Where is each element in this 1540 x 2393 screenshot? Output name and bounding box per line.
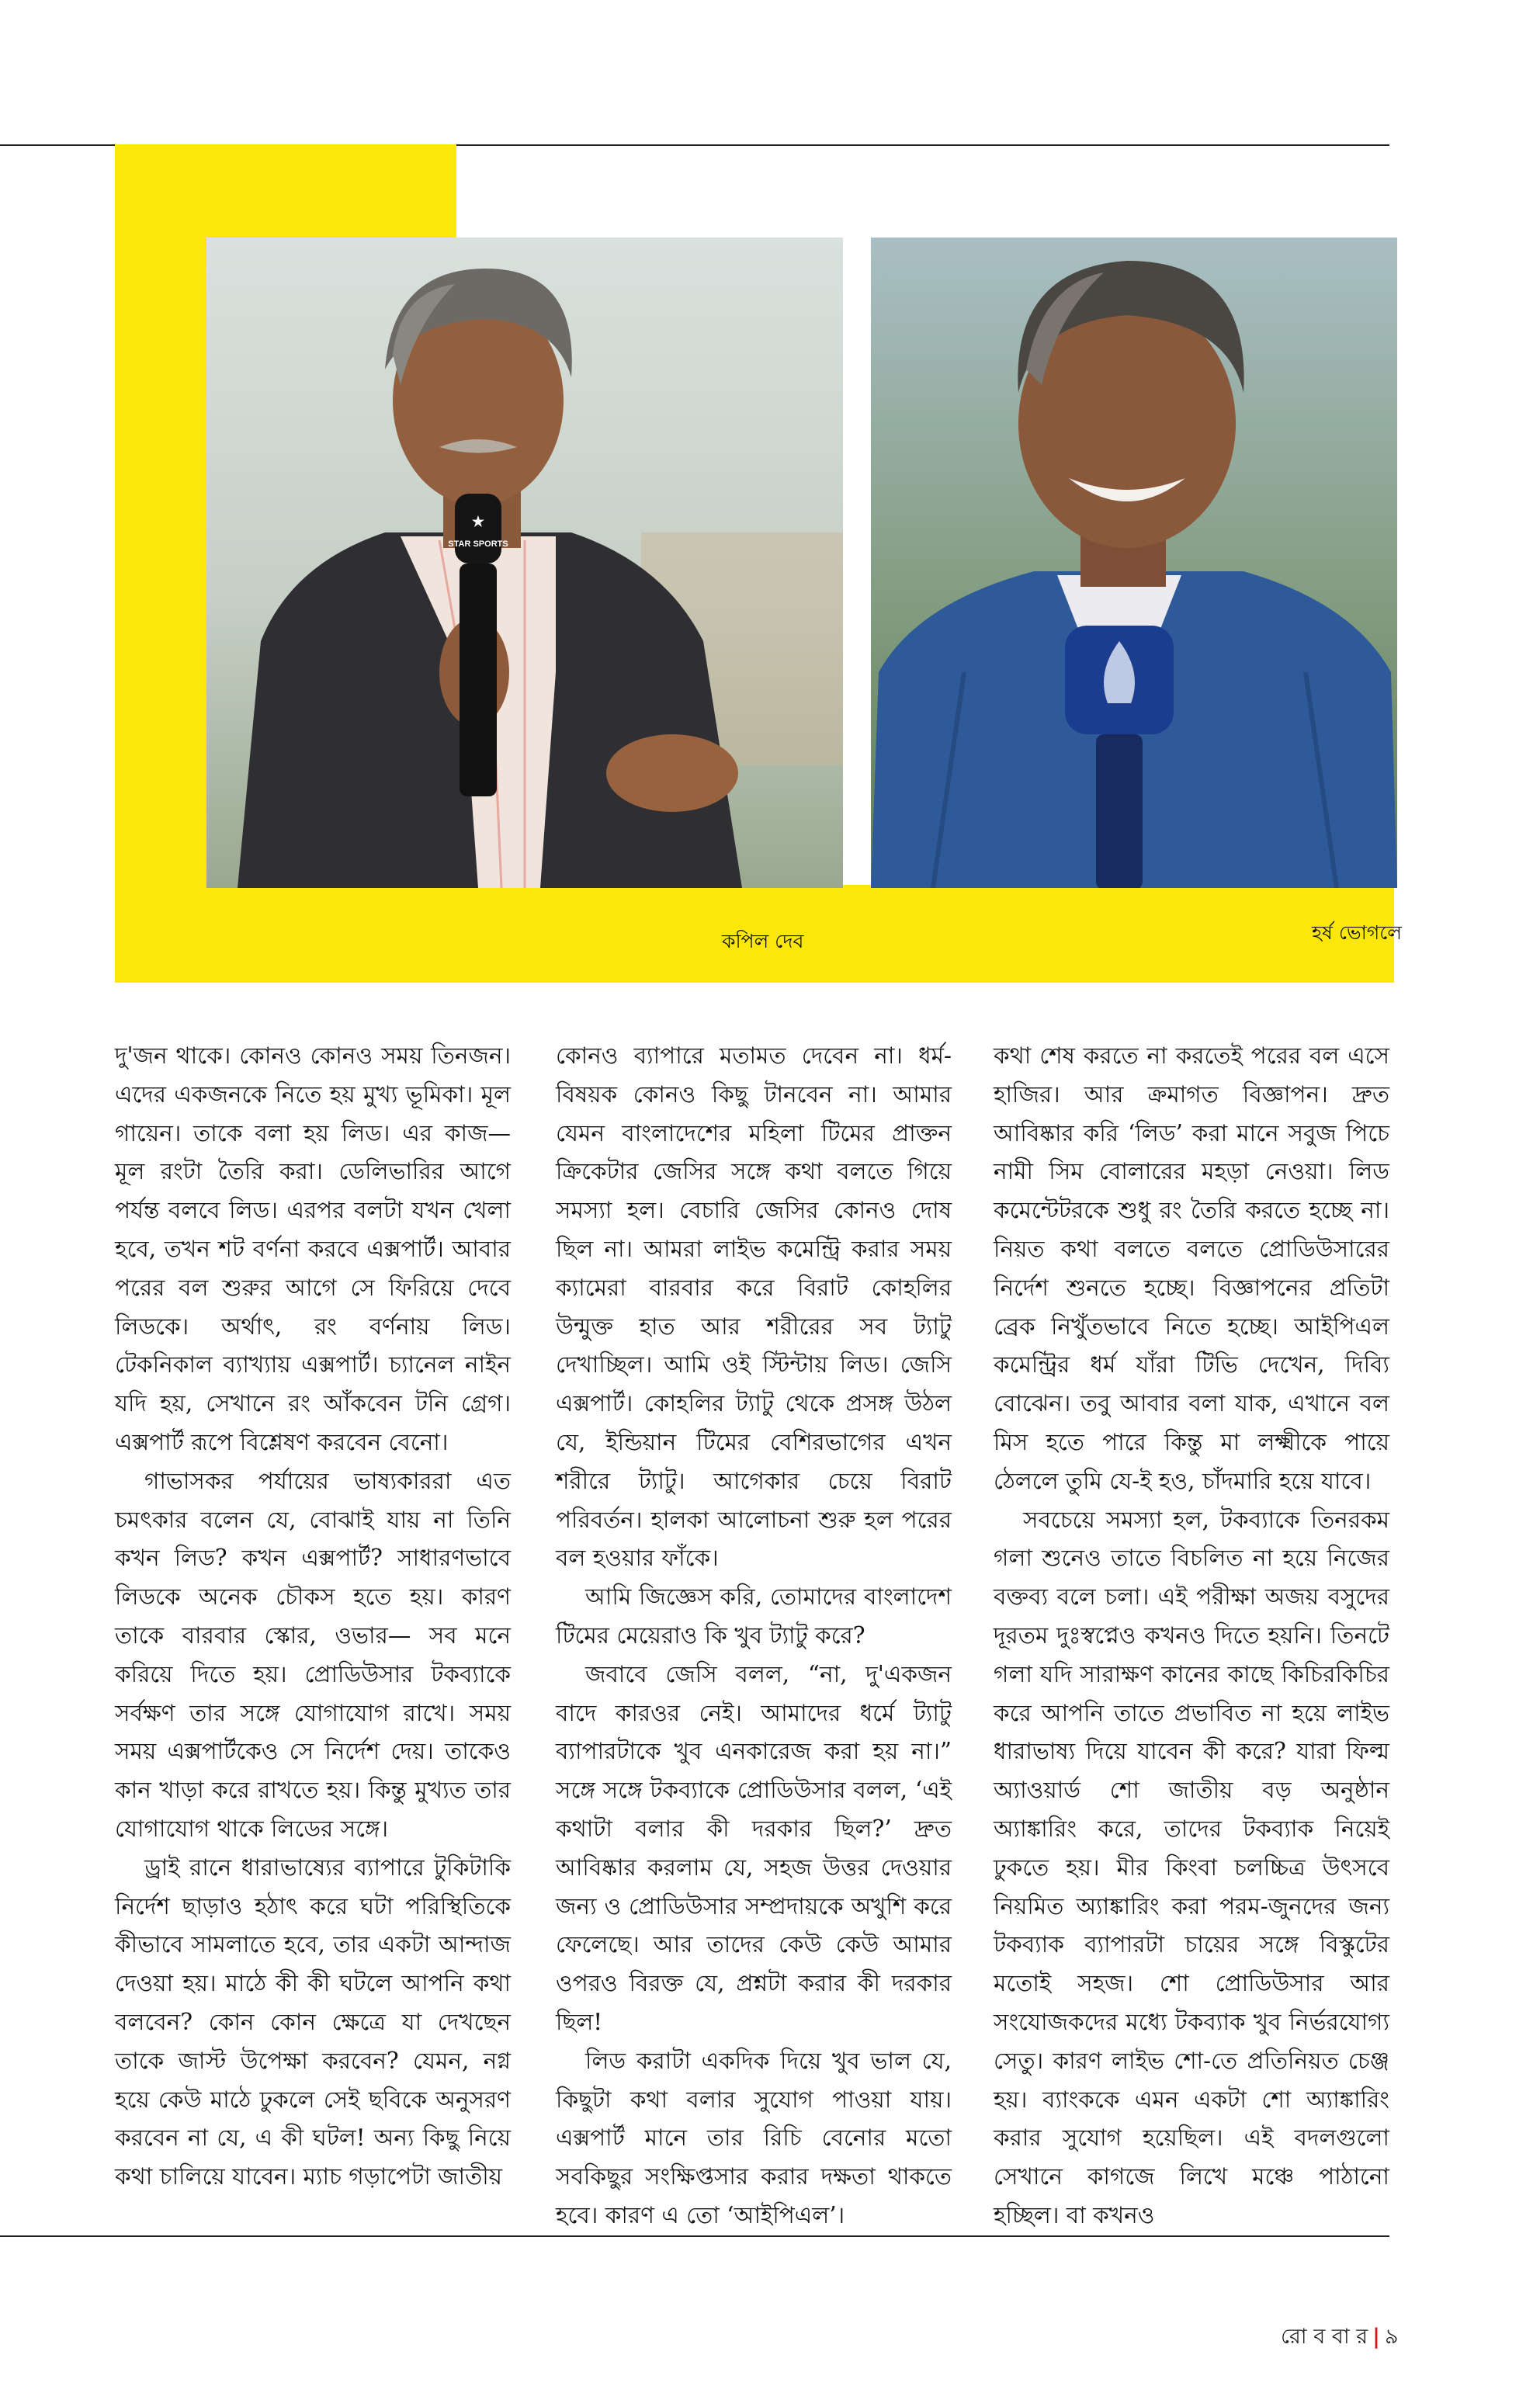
article-column-1	[115, 1037, 511, 2197]
paragraph: লিড করাটা একদিক দিয়ে খুব ভাল যে, কিছুটা কথা বলার সুযোগ পাওয়া যায়। এক্সপার্ট মানে তার রিচি বেনোর মতো সবকিছুর সংক্ষিপ্তসার করার দক্ষতা থাকতে হবে। কারণ এ তো ‘আইপিএল’।	[556, 2047, 952, 2228]
yellow-frame-left	[115, 144, 206, 983]
paragraph: গাভাসকর পর্যায়ের ভাষ্যকাররা এত চমৎকার বলেন যে, বোঝাই যায় না তিনি কখন লিড? কখন এক্সপার্ট? সাধারণভাবে লিডকে অনেক চৌকস হতে হয়। কারণ তাকে বারবার স্কোর, ওভার— সব মনে করিয়ে দিতে হয়। প্রোডিউসার টকব্যাকে সর্বক্ষণ তার সঙ্গে যোগাযোগ রাখে। সময় সময় এক্সপার্টকেও সে নির্দেশ দেয়। তাকেও কান খাড়া করে রাখতে হয়। কিন্তু মুখ্যত তার যোগাযোগ থাকে লিডের সঙ্গে।	[115, 1467, 511, 1842]
mic-logo-text: STAR SPORTS	[448, 539, 508, 549]
paragraph: ড্রাই রানে ধারাভাষ্যের ব্যাপারে টুকিটাকি নির্দেশ ছাড়াও হঠাৎ করে ঘটা পরিস্থিতিকে কীভাবে সামলাতে হবে, তার একটা আন্দাজ দেওয়া হয়। মাঠে কী কী ঘটলে আপনি কথা বলবেন? কোন কোন ক্ষেত্রে যা দেখছেন তাকে জাস্ট উপেক্ষা করবেন? যেমন, নগ্ন হয়ে কেউ মাঠে ঢুকলে সেই ছবিকে অনুসরণ করবেন না যে, এ কী ঘটল! অন্য কিছু নিয়ে কথা চালিয়ে যাবেন। ম্যাচ গড়াপেটা জাতীয়	[115, 1854, 511, 2190]
paragraph: আমি জিজ্ঞেস করি, তোমাদের বাংলাদেশ টিমের মেয়েরাও কি খুব ট্যাটু করে?	[556, 1583, 952, 1649]
paragraph: সবচেয়ে সমস্যা হল, টকব্যাকে তিনরকম গলা শুনেও তাতে বিচলিত না হয়ে নিজের বক্তব্য বলে চলা। এই পরীক্ষা অজয় বসুদের দূরতম দুঃস্বপ্নেও কখনও দিতে হয়নি। তিনটে গলা যদি সারাক্ষণ কানের কাছে কিচিরকিচির করে আপনি তাতে প্রভাবিত না হয়ে লাইভ ধারাভাষ্য দিয়ে যাবেন কী করে? যারা ফিল্ম অ্যাওয়ার্ড শো জাতীয় বড় অনুষ্ঠান অ্যাঙ্কারিং করে, তাদের টকব্যাক নিয়েই ঢুকতে হয়। মীর কিংবা চলচ্চিত্র উৎসবে নিয়মিত অ্যাঙ্কারিং করা পরম-জুনদের জন্য টকব্যাক ব্যাপারটা চায়ের সঙ্গে বিস্কুটের মতোই সহজ। শো প্রোডিউসার আর সংযোজকদের মধ্যে টকব্যাক খুব নির্ভরযোগ্য সেতু। কারণ লাইভ শো-তে প্রতিনিয়ত চেঞ্জ হয়। ব্যাংককে এমন একটা শো অ্যাঙ্কারিং করার সুযোগ হয়েছিল। এই বদলগুলো সেখানে কাগজে লিখে মঞ্চে পাঠানো হচ্ছিল। বা কখনও	[994, 1506, 1389, 2228]
svg-text:★: ★	[471, 514, 485, 529]
bottom-rule	[0, 2235, 1389, 2237]
folio-separator: |	[1372, 2325, 1380, 2349]
kapil-dev-photo	[206, 238, 843, 888]
paragraph: কোনও ব্যাপারে মতামত দেবেন না। ধর্ম-বিষয়ক কোনও কিছু টানবেন না। আমার যেমন বাংলাদেশের মহিলা টিমের প্রাক্তন ক্রিকেটার জেসির সঙ্গে কথা বলতে গিয়ে সমস্যা হল। বেচারি জেসির কোনও দোষ ছিল না। আমরা লাইভ কমেন্ট্রি করার সময় ক্যামেরা বারবার করে বিরাট কোহলির উন্মুক্ত হাত আর শরীরের সব ট্যাটু দেখাচ্ছিল। আমি ওই স্টিন্টায় লিড। জেসি এক্সপার্ট। কোহলির ট্যাটু থেকে প্রসঙ্গ উঠল যে, ইন্ডিয়ান টিমের বেশিরভাগের এখন শরীরে ট্যাটু। আগেকার চেয়ে বিরাট পরিবর্তন। হালকা আলোচনা শুরু হল পরের বল হওয়ার ফাঁকে।	[556, 1042, 952, 1572]
page-number: ৯	[1384, 2325, 1399, 2349]
paragraph: দু'জন থাকে। কোনও কোনও সময় তিনজন। এদের একজনকে নিতে হয় মুখ্য ভূমিকা। মূল গায়েন। তাকে বলা হয় লিড। এর কাজ— মূল রংটা তৈরি করা। ডেলিভারির আগে পর্যন্ত বলবে লিড। এরপর বলটা যখন খেলা হবে, তখন শট বর্ণনা করবে এক্সপার্ট। আবার পরের বল শুরুর আগে সে ফিরিয়ে দেবে লিডকে। অর্থাৎ, রং বর্ণনায় লিড। টেকনিকাল ব্যাখ্যায় এক্সপার্ট। চ্যানেল নাইন যদি হয়, সেখানে রং আঁকবেন টনি গ্রেগ। এক্সপার্ট রূপে বিশ্লেষণ করবেন বেনো।	[115, 1042, 511, 1455]
article-column-2	[556, 1037, 952, 2235]
publication-name: রো ব বা র	[1281, 2325, 1368, 2349]
kapil-dev-caption: কপিল দেব	[722, 930, 804, 952]
harsha-bhogle-photo	[871, 238, 1397, 888]
paragraph: কথা শেষ করতে না করতেই পরের বল এসে হাজির। আর ক্রমাগত বিজ্ঞাপন। দ্রুত আবিষ্কার করি ‘লিড’ করা মানে সবুজ পিচে নামী সিম বোলারের মহড়া নেওয়া। লিড কমেন্টেটরকে শুধু রং তৈরি করতে হচ্ছে না। নিয়ত কথা বলতে বলতে প্রোডিউসারের নির্দেশ শুনতে হচ্ছে। বিজ্ঞাপনের প্রতিটা ব্রেক নিখুঁতভাবে নিতে হচ্ছে। আইপিএল কমেন্ট্রির ধর্ম যাঁরা টিভি দেখেন, দিব্যি বোঝেন। তবু আবার বলা যাক, এখানে বল মিস হতে পারে কিন্তু মা লক্ষ্মীকে পায়ে ঠেললে তুমি যে-ই হও, চাঁদমারি হয়ে যাবে।	[994, 1042, 1389, 1494]
paragraph: জবাবে জেসি বলল, “না, দু'একজন বাদে কারওর নেই। আমাদের ধর্মে ট্যাটু ব্যাপারটাকে খুব এনকারেজ করা হয় না।” সঙ্গে সঙ্গে টকব্যাকে প্রোডিউসার বলল, ‘এই কথাটা বলার কী দরকার ছিল?’ দ্রুত আবিষ্কার করলাম যে, সহজ উত্তর দেওয়ার জন্য ও প্রোডিউসার সম্প্রদায়কে অখুশি করে ফেলেছে। আর তাদের কেউ কেউ আমার ওপরও বিরক্ত যে, প্রশ্নটা করার কী দরকার ছিল!	[556, 1660, 952, 2035]
harsha-bhogle-caption: হর্ষ ভোগলে	[1312, 921, 1402, 944]
article-column-3	[994, 1037, 1389, 2235]
page-folio	[1281, 2321, 1398, 2356]
